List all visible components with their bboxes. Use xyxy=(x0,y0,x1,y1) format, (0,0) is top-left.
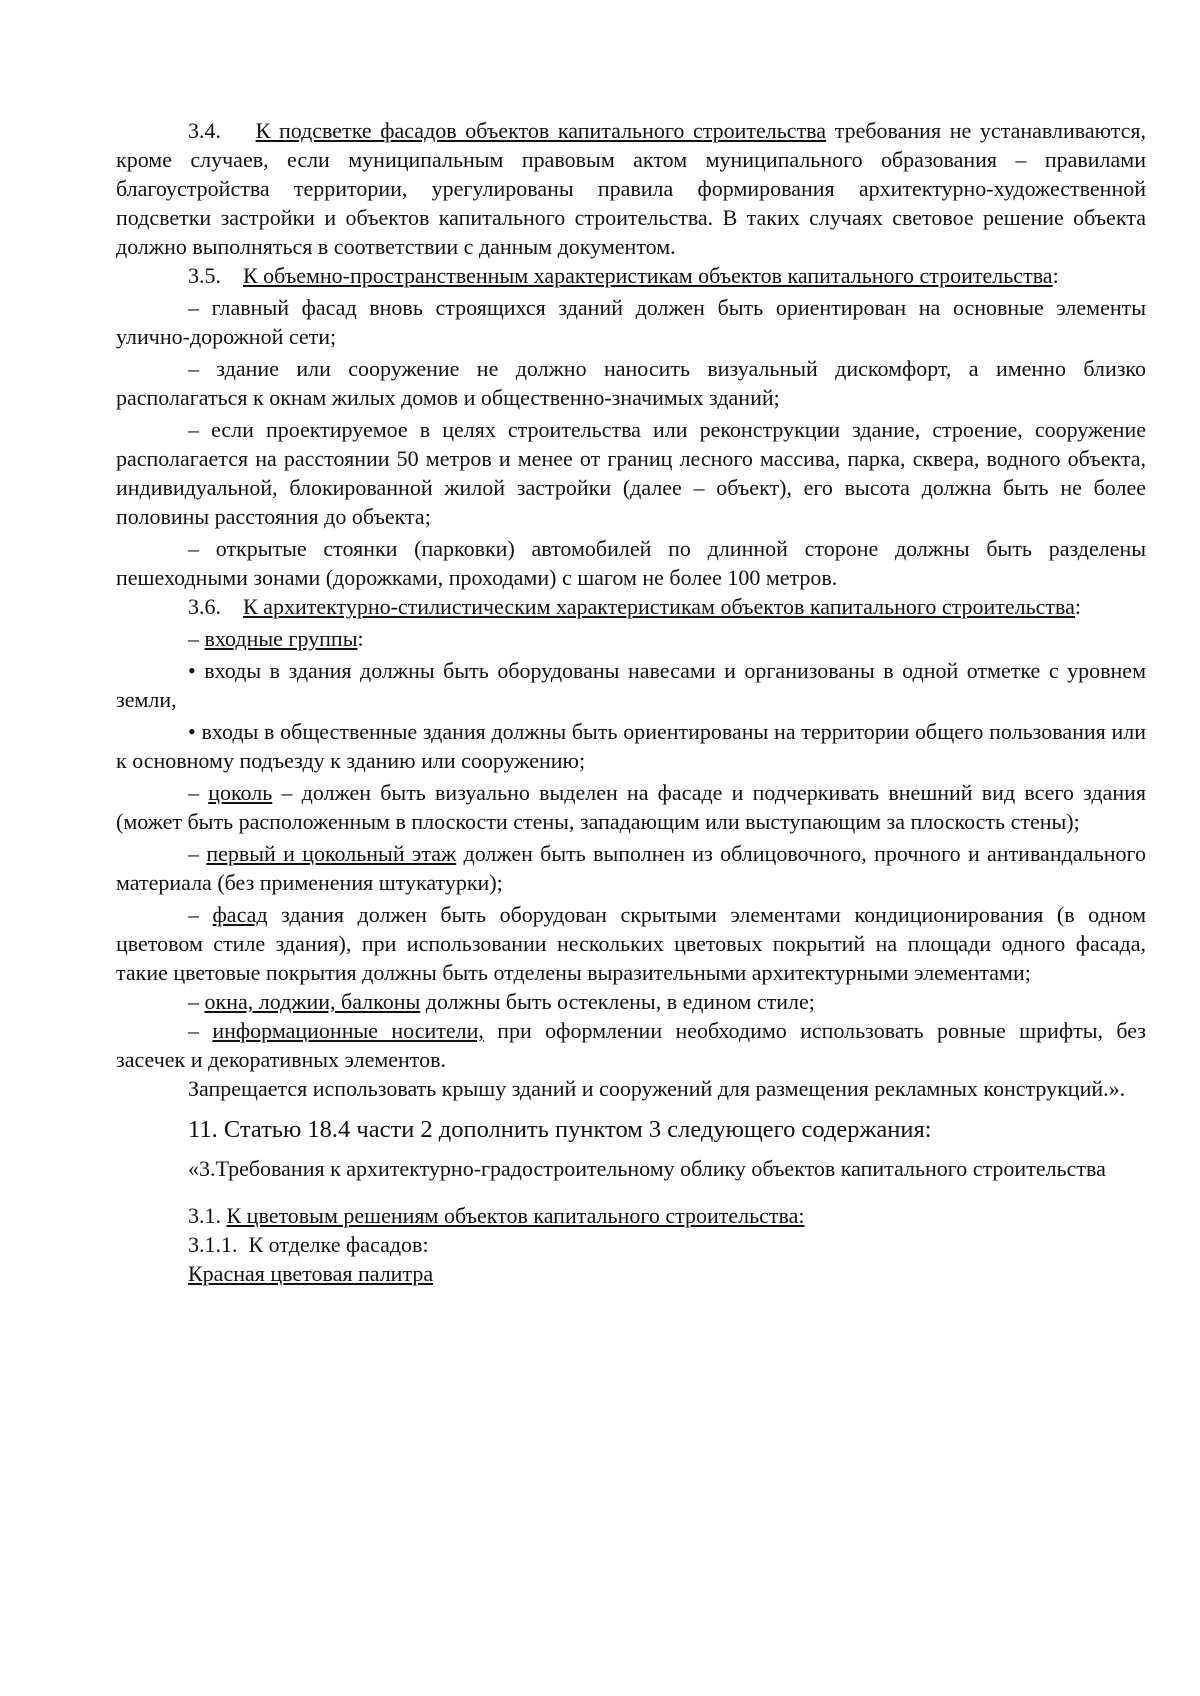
dash-marker: – xyxy=(188,626,199,651)
clause-number: 3.6. xyxy=(188,594,221,619)
clause-text: К отделке фасадов: xyxy=(248,1232,429,1257)
entry-groups-tail: : xyxy=(357,626,364,651)
clause-heading: К подсветке фасадов объектов капитального строительства xyxy=(255,118,827,143)
clause-number: 3.5. xyxy=(188,263,221,288)
list-item xyxy=(116,534,1146,592)
paragraph-3-1-1 xyxy=(116,1230,1146,1259)
dash-marker: – xyxy=(188,989,199,1014)
clause-number: 3.4. xyxy=(188,118,221,143)
list-item-heading: окна, лоджии, балконы xyxy=(204,989,421,1014)
dash-marker: – xyxy=(188,295,199,320)
clause-heading: К цветовым решениям объектов капитального строительства: xyxy=(226,1203,805,1228)
list-item xyxy=(116,354,1146,412)
bullet-marker: • xyxy=(188,658,196,683)
clause-heading: К архитектурно-стилистическим характеристикам объектов капитального строительства xyxy=(243,594,1075,619)
dash-marker: – xyxy=(188,902,199,927)
bullet-item xyxy=(116,717,1146,775)
list-item-text: если проектируемое в целях строительства или реконструкции здание, строение, сооружение располагается на расстоянии 50 метров и менее от границ лесного массива, парка, сквера, водного объекта, индивидуальной, блокированной жилой застройки (далее – объект), его высота должна быть не более половины расстояния до объекта; xyxy=(116,417,1146,529)
bullet-item xyxy=(116,656,1146,714)
dash-marker: – xyxy=(188,780,199,805)
list-item-text: должны быть остеклены, в едином стиле; xyxy=(420,989,815,1014)
quote-paragraph: «3.Требования к архитектурно-градостроительному облику объектов капитального строительства xyxy=(188,1156,1106,1181)
dash-marker: – xyxy=(188,841,199,866)
list-item-text: главный фасад вновь строящихся зданий должен быть ориентирован на основные элементы улично-дорожной сети; xyxy=(116,295,1147,349)
list-item xyxy=(116,1016,1146,1074)
list-item-text: при оформлении необходимо использовать ровные шрифты, без засечек и декоративных элементов. xyxy=(116,1018,1147,1072)
entry-groups-heading: входные группы xyxy=(204,626,358,651)
prohibition-paragraph: Запрещается использовать крышу зданий и сооружений для размещения рекламных конструкций.». xyxy=(188,1076,1126,1101)
bullet-text: входы в здания должны быть оборудованы навесами и организованы в одной отметке с уровнем земли, xyxy=(116,658,1146,712)
list-item xyxy=(116,839,1146,897)
list-item xyxy=(116,293,1146,351)
clause-tail: : xyxy=(1074,594,1082,619)
paragraph-3-1 xyxy=(116,1201,1146,1230)
palette-title: Красная цветовая палитра xyxy=(188,1261,434,1286)
bullet-marker: • xyxy=(188,719,196,744)
list-item xyxy=(116,900,1146,987)
clause-number: 3.1. xyxy=(188,1203,221,1228)
list-item-heading: информационные носители, xyxy=(212,1018,484,1043)
entry-groups-item xyxy=(116,624,1146,653)
dash-marker: – xyxy=(188,536,199,561)
dash-marker: – xyxy=(188,356,199,381)
list-item xyxy=(116,987,1146,1016)
list-item-heading: цоколь xyxy=(208,780,273,805)
list-item-text: открытые стоянки (парковки) автомобилей по длинной стороне должны быть разделены пешеходными зонами (дорожками, проходами) с шагом не более 100 метров. xyxy=(116,536,1147,590)
paragraph-3-6 xyxy=(116,592,1146,621)
bullet-text: входы в общественные здания должны быть ориентированы на территории общего пользования или к основному подъезду к зданию или сооружению; xyxy=(116,719,1147,773)
list-item-heading: фасад xyxy=(212,902,268,927)
list-item xyxy=(116,778,1146,836)
list-item xyxy=(116,415,1146,531)
list-item-text: – должен быть визуально выделен на фасаде и подчеркивать внешний вид всего здания (может быть расположенным в плоскости стены, западающим или выступающим за плоскость стены); xyxy=(116,780,1146,834)
paragraph-3-5 xyxy=(116,261,1146,290)
document-page xyxy=(116,116,1146,1288)
dash-marker: – xyxy=(188,417,199,442)
list-item-text: должен быть выполнен из облицовочного, прочного и антивандального материала (без применения штукатурки); xyxy=(116,841,1147,895)
list-item-text: здание или сооружение не должно наносить визуальный дискомфорт, а именно близко располагаться к окнам жилых домов и общественно-значимых зданий; xyxy=(116,356,1146,410)
article-paragraph: 11. Статью 18.4 части 2 дополнить пунктом 3 следующего содержания: xyxy=(188,1116,932,1143)
clause-heading: К объемно-пространственным характеристикам объектов капитального строительства xyxy=(243,263,1053,288)
clause-number: 3.1.1. xyxy=(188,1232,238,1257)
list-item-heading: первый и цокольный этаж xyxy=(206,841,457,866)
palette-heading xyxy=(116,1259,1146,1288)
list-item-text: здания должен быть оборудован скрытыми элементами кондиционирования (в одном цветовом стиле здания), при использовании нескольких цветовых покрытий на площади одного фасада, такие цветовые покрытия должны быть отделены выразительными архитектурными элементами; xyxy=(116,902,1147,985)
paragraph-3-4 xyxy=(116,116,1146,261)
clause-text: требования не устанавливаются, кроме случаев, если муниципальным правовым актом муниципального образования – правилами благоустройства территории, урегулированы правила формирования архитектурно-художественной подсветки застройки и объектов капитального строительства. В таких случаях световое решение объекта должно выполняться в соответствии с данным документом. xyxy=(116,118,1146,259)
dash-marker: – xyxy=(188,1018,199,1043)
clause-tail: : xyxy=(1052,263,1059,288)
